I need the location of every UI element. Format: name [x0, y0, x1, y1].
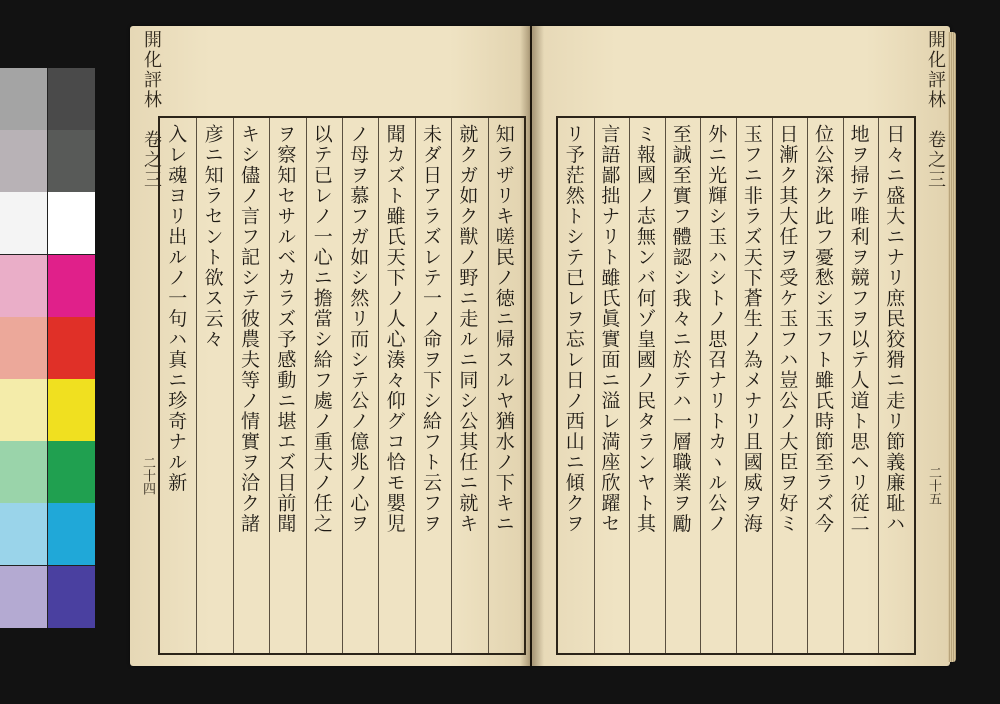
column-rule — [843, 118, 844, 653]
text-column: 地ヲ掃テ唯利ヲ競フヲ以テ人道ト思ヘリ従二 — [847, 124, 870, 534]
book-gutter — [520, 26, 544, 666]
text-column: 玉フニ非ラズ天下蒼生ノ為メナリ且國威ヲ海 — [740, 124, 763, 534]
color-patch — [0, 566, 47, 628]
color-patch — [0, 130, 47, 192]
right-text-frame — [556, 116, 916, 655]
color-patch — [48, 566, 95, 628]
left-folio: 二十四 — [140, 456, 155, 495]
left-text-frame — [158, 116, 526, 655]
color-patch — [48, 130, 95, 192]
open-book — [130, 26, 952, 674]
text-column: 位公深ク此フ憂愁シ玉フト雖氏時節至ラズ今 — [812, 124, 834, 534]
text-column: リ予茫然トシテ已レヲ忘レ日ノ西山ニ傾クヲ — [562, 124, 585, 534]
left-page — [130, 26, 530, 666]
text-column: 至誠至實フ體認シ我々ニ於テハ一層職業ヲ勵 — [669, 124, 692, 534]
color-patch — [0, 192, 47, 254]
color-patch — [48, 379, 95, 441]
left-section-label: 卷之三 — [141, 130, 162, 190]
text-column: 入レ魂ヨリ出ルノ一句ハ真ニ珍奇ナル新 — [165, 124, 188, 493]
column-rule — [772, 118, 773, 653]
color-patch — [0, 255, 47, 317]
text-column: 言語鄙拙ナリト雖氏眞實面ニ溢レ満座欣躍セ — [598, 124, 621, 534]
text-column: 聞カズト雖氏天下ノ人心湊々仰グコ恰モ嬰児 — [383, 124, 406, 534]
column-rule — [306, 118, 307, 653]
column-rule — [629, 118, 630, 653]
color-patch — [48, 192, 95, 254]
color-patch — [48, 317, 95, 379]
column-rule — [233, 118, 234, 653]
right-section-label: 卷之三 — [925, 130, 946, 190]
right-folio: 二十五 — [926, 466, 941, 505]
text-column: 以テ已レノ一心ニ擔當シ給フ處ノ重大ノ任之 — [310, 124, 333, 534]
text-column: 就クガ如ク獣ノ野ニ走ルニ同シ公其任ニ就キ — [456, 124, 479, 534]
column-rule — [878, 118, 879, 653]
column-rule — [807, 118, 808, 653]
text-column: 日々ニ盛大ニナリ庶民狡猾ニ走リ節義廉耻ハ — [883, 124, 906, 534]
column-rule — [594, 118, 595, 653]
color-patch — [48, 255, 95, 317]
column-rule — [665, 118, 666, 653]
color-patch — [0, 503, 47, 565]
column-rule — [342, 118, 343, 653]
color-patch — [0, 68, 47, 130]
color-calibration-chart — [0, 68, 95, 628]
text-column: ヲ察知セサルベカラズ予感動ニ堪エズ目前聞 — [274, 124, 297, 534]
column-rule — [269, 118, 270, 653]
right-running-title-text: 開化評林 — [925, 30, 946, 110]
color-patch — [48, 68, 95, 130]
text-column: 日漸ク其大任ヲ受ケ玉フハ豈公ノ大臣ヲ好ミ — [776, 124, 799, 534]
text-column: ノ母ヲ慕フガ如シ然リ而シテ公ノ億兆ノ心ヲ — [347, 124, 370, 534]
color-patch — [48, 441, 95, 503]
text-column: 外ニ光輝シ玉ハシトノ思召ナリトカヽル公ノ — [705, 124, 728, 534]
text-column: 彦ニ知ラセント欲ス云々 — [201, 124, 224, 350]
text-column: 未ダ日アラズレテ一ノ命ヲ下シ給フト云フヲ — [420, 124, 442, 534]
color-patch — [48, 503, 95, 565]
left-running-title-text: 開化評林 — [141, 30, 162, 110]
color-patch — [0, 379, 47, 441]
column-rule — [736, 118, 737, 653]
column-rule — [700, 118, 701, 653]
text-column: キシ儘ノ言フ記シテ彼農夫等ノ情實ヲ洽ク諸 — [238, 124, 260, 534]
column-rule — [196, 118, 197, 653]
column-rule — [488, 118, 489, 653]
text-column: ミ報國ノ志無ンバ何ゾ皇國ノ民タランヤト其 — [634, 124, 656, 534]
column-rule — [415, 118, 416, 653]
text-column: 知ラザリキ嗟民ノ徳ニ帰スルヤ猶水ノ下キニ — [492, 124, 515, 534]
column-rule — [451, 118, 452, 653]
column-rule — [378, 118, 379, 653]
color-patch — [0, 317, 47, 379]
color-patch — [0, 441, 47, 503]
